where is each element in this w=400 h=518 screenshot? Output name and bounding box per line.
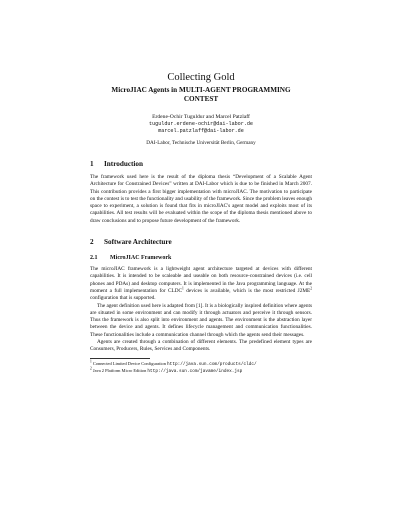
subtitle-line-1: MicroJIAC Agents in MULTI-AGENT PROGRAMMING (111, 86, 291, 94)
section-number: 2 (90, 238, 94, 247)
author-email-2: marcel.patzlaff@dai-labor.de (158, 128, 244, 134)
intro-paragraph: The framework used here is the result of the diploma thesis “Development of a Scalable Agent Architecture for Constrained Devices” written at DAI-Labor which is due to be finished in March 2007. This contribution provides a first bigger implementation with microJIAC. The motivation to participate on the contest is to test the functionality and usability of the framework. Since the problem leaves enough space to experiment, a solution is found that fits in microJIAC's agent model and exploits most of its capabilities. All test results will be evaluated within the scope of the diploma thesis mentioned above to draw conclusions and to propose future development of the framework. (90, 174, 312, 224)
arch-paragraph-2: The agent definition used here is adapted from [1]. It is a biologically inspired definition where agents are situated in some environment and can modify it through actuators and perceive it through sensors. Thus the framework is also split into environment and agents. The environment is the abstraction layer between the device and agents. It defines lifecycle management and communication functionalities. These functionalities include a communication channel through which the agents send their messages. (90, 302, 312, 338)
footnote-link[interactable]: http://java.sun.com/javame/index.jsp (147, 368, 243, 374)
arch-paragraph-3: Agents are created through a combination of different elements. The predefined element types are Consumers, Producers, Rules, Services and Components. (90, 339, 312, 353)
section-title: Introduction (104, 160, 144, 168)
page-content (90, 72, 312, 375)
footnote-link[interactable]: http://java.sun.com/products/cldc/ (167, 361, 257, 367)
paper-subtitle (90, 86, 312, 104)
footnote-text: Java 2 Platform Micro Edition (92, 367, 148, 373)
arch-paragraph-1-text-a: The microJIAC framework is a lightweight agent architecture targeted at devices with different capabilities. It is intended to be scaleable and useable on both resource-constrained devices (i.e. cell phones and PDAs) and desktop computers. It is implemented in the Java programming language. At the moment a full implementation for CLDC (90, 266, 312, 294)
footnote-ref-1: 1 (182, 286, 184, 291)
subsection-number: 2.1 (90, 255, 98, 262)
subsection-title: MicroJIAC Framework (110, 255, 172, 262)
section-number: 1 (90, 160, 94, 168)
section-heading-software-architecture (90, 238, 312, 247)
author-email-1: tuguldur.erdene-ochir@dai-labor.de (149, 121, 253, 127)
footnote-ref-2: 2 (310, 286, 312, 291)
arch-paragraph-1-text-b: devices is available, which is the most restricted J2ME (183, 287, 311, 294)
section-heading-introduction (90, 160, 312, 169)
footnote-2 (90, 368, 312, 375)
footnote-marker: 2 (90, 366, 92, 371)
footnote-text: Connected Limited Device Configuration (92, 360, 168, 366)
footnote-divider (90, 358, 150, 359)
subsection-heading-microjiac (90, 254, 312, 262)
subtitle-line-2: CONTEST (183, 95, 219, 103)
section-title: Software Architecture (104, 238, 172, 247)
footnote-marker: 1 (90, 359, 92, 364)
arch-paragraph-1 (90, 266, 312, 302)
author-list: Erdene-Ochir Tuguldur and Marcel Patzlaff (152, 114, 250, 120)
paper-title: Collecting Gold (167, 72, 235, 83)
affiliation: DAI-Labor, Technische Universität Berlin, Germany (146, 140, 256, 146)
arch-paragraph-1-text-c: configuration that is supported. (90, 295, 156, 302)
